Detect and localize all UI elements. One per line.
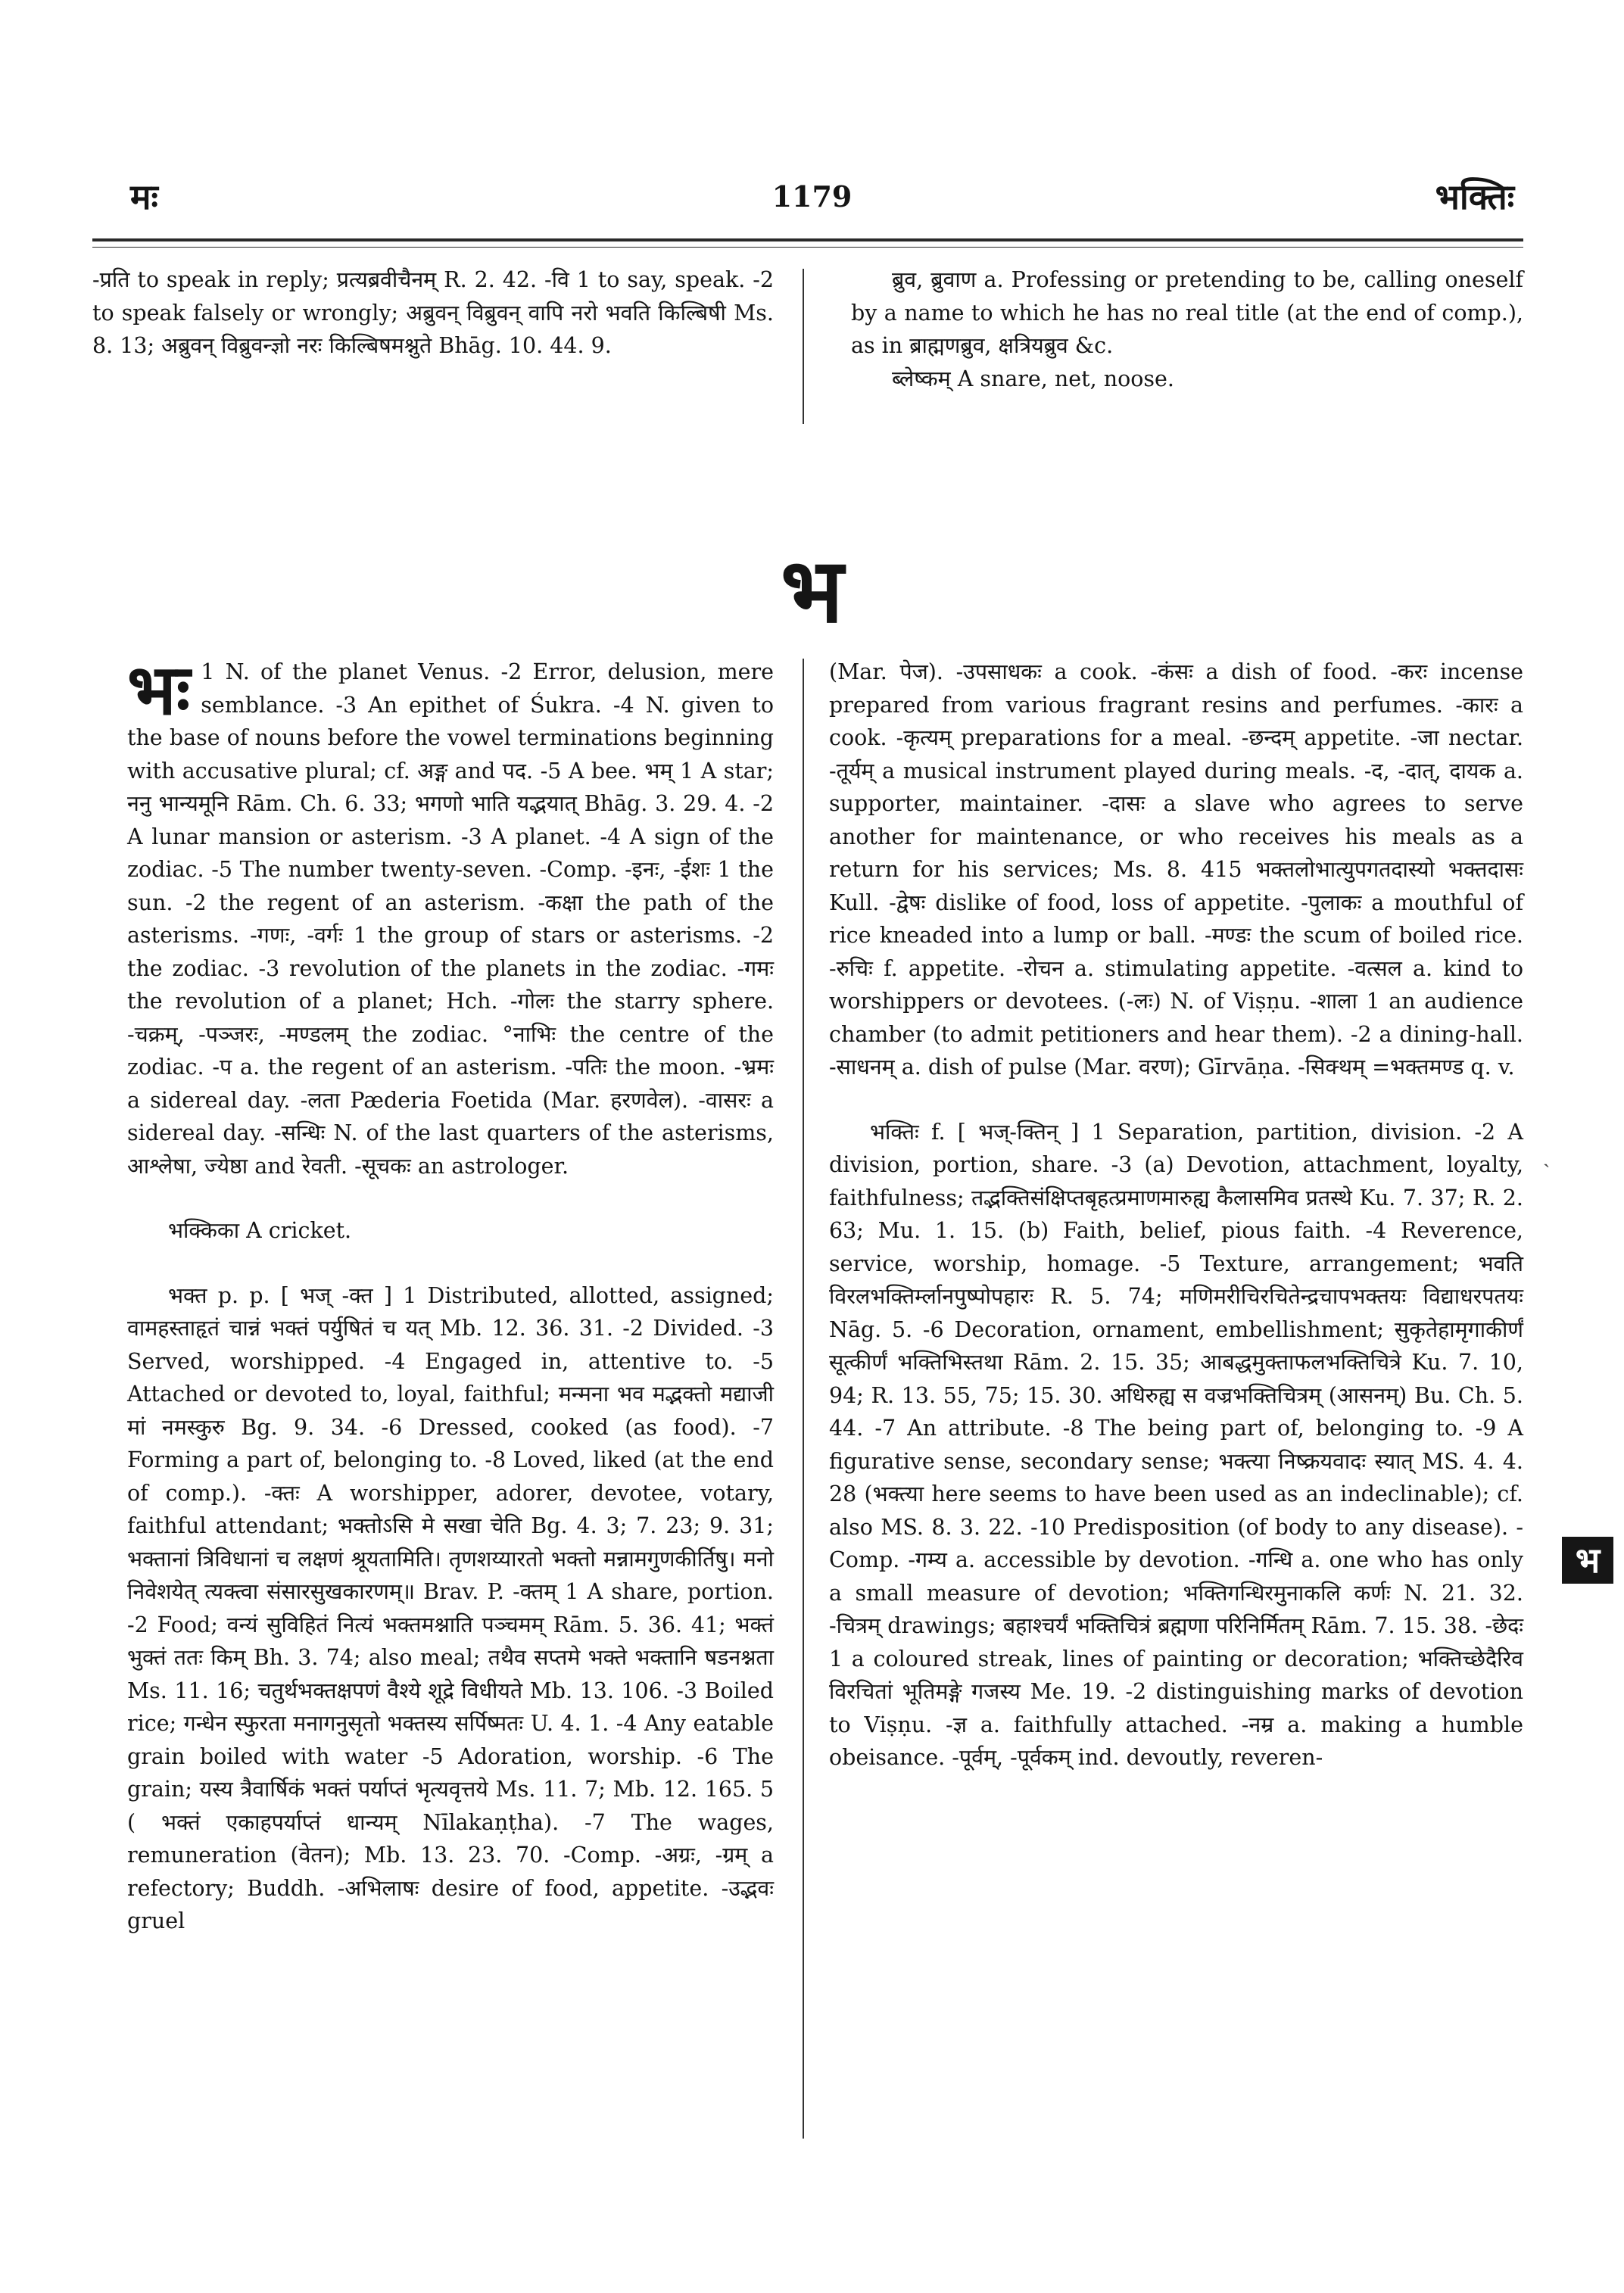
dropcap-letter: भः (127, 649, 191, 731)
main-left-column (127, 649, 774, 1938)
entry-gap (127, 1248, 774, 1279)
column-divider-top (803, 269, 804, 424)
stray-mark: ˏ (1543, 1143, 1551, 1168)
column-divider-main (803, 659, 804, 2139)
thumb-index-tab: भ (1562, 1537, 1613, 1584)
entry-bha (127, 649, 774, 1182)
entry-bleshkam: ब्लेष्कम् A snare, net, noose. (892, 366, 1174, 391)
entry-gap (127, 1182, 774, 1214)
entry-bhakti: भक्तिः f. [ भज्-क्तिन् ] 1 Separation, partition, division. -2 A division, portion, share. -3 (a) Devotion, attachment, loyalty, faithfulness; तद्भक्तिसंक्षिप्तबृहत्प्रमाणमारुह्य कैलासमिव प्रतस्थे Ku. 7. 37; R. 2. 63; Mu. 1. 15. (b) Faith, belief, pious faith. -4 Reverence, service, worship, homage. -5 Texture, arrangement; भवति विरलभक्तिर्म्लानपुष्पोपहारः R. 5. 74; मणिमरीचिरचितेन्द्रचापभक्तयः विद्याधरपतयः Nāg. 5. -6 Decoration, ornament, embellishment; सुकृतेहामृगाकीर्णं सूत्कीर्णं भक्तिभिस्तथा Rām. 2. 15. 35; आबद्धमुक्ताफलभक्तिचित्रे Ku. 7. 10, 94; R. 13. 55, 75; 15. 30. अधिरुह्य स वज्रभक्तिचित्रम् (आसनम्) Bu. Ch. 5. 44. -7 An attribute. -8 The being part of, belonging to. -9 A figurative sense, secondary sense; भक्त्या निष्क्रयवादः स्यात् MS. 4. 4. 28 (भक्त्या here seems to have been used as an indeclinable); cf. also MS. 8. 3. 22. -10 Predisposition (of body to any disease). -Comp. -गम्य a. accessible by devotion. -गन्धि a. one who has only a small measure of devotion; भक्तिगन्धिरमुनाकलि कर्णः N. 21. 32. -चित्रम् drawings; बहाश्चर्यं भक्तिचित्रं ब्रह्मणा परिनिर्मितम् Rām. 7. 15. 38. -छेदः 1 a coloured streak, lines of painting or decoration; भक्तिच्छेदैरिव विरचितां भूतिमङ्गे गजस्य Me. 19. -2 distinguishing marks of devotion to Viṣṇu. -ज्ञ a. faithfully attached. -नम्र a. making a humble obeisance. -पूर्वम्, -पूर्वकम् ind. devoutly, reveren- (829, 1119, 1523, 1770)
entry-bruva: ब्रुव, ब्रुवाण a. Professing or pretending to be, calling oneself by a name to which he has no real title (at the end of comp.), as in ब्राह्मणब्रुव, क्षत्रियब्रुव &c. (851, 267, 1523, 358)
section-letter: भ (781, 537, 843, 643)
entry-continuation: -प्रति to speak in reply; प्रत्यब्रवीचैनम् R. 2. 42. -वि 1 to say, speak. -2 to speak falsely or wrongly; अब्रुवन् विब्रुवन् वापि नरो भवति किल्बिषी Ms. 8. 13; अब्रुवन् विब्रुवन्ज्ञो नरः किल्बिषमश्नुते Bhāg. 10. 44. 9. (92, 267, 774, 358)
entry-bhakkika: भक्किका A cricket. (168, 1218, 352, 1243)
running-head-right: भक्तिः (1435, 176, 1514, 217)
top-left-column (92, 263, 774, 363)
header-rule-thick (92, 238, 1523, 241)
top-right-column (851, 263, 1523, 395)
page-number: 1179 (771, 179, 853, 213)
entry-gap (829, 1084, 1523, 1116)
entry-bha-text: 1 N. of the planet Venus. -2 Error, delusion, mere semblance. -3 An epithet of Śukra. -4 N. given to the base of nouns before the vowel terminations beginning with accusative plural; cf. अङ्ग and पद. -5 A bee. भम् 1 A star; ननु भान्यमूनि Rām. Ch. 6. 33; भगणो भाति यद्भयात् Bhāg. 3. 29. 4. -2 A lunar mansion or asterism. -3 A planet. -4 A sign of the zodiac. -5 The number twenty-seven. -Comp. -इनः, -ईशः 1 the sun. -2 the regent of an asterism. -कक्षा the path of the asterisms. -गणः, -वर्गः 1 the group of stars or asterisms. -2 the zodiac. -3 revolution of the planets in the zodiac. -गमः the revolution of a planet; Hch. -गोलः the starry sphere. -चक्रम्, -पञ्जरः, -मण्डलम् the zodiac. °नाभिः the centre of the zodiac. -प a. the regent of an asterism. -पतिः the moon. -भ्रमः a sidereal day. -लता Pæderia Foetida (Mar. हरणवेल). -वासरः a sidereal day. -सन्धिः N. of the last quarters of the asterisms, आश्लेषा, ज्येष्ठा and रेवती. -सूचकः an astrologer. (127, 659, 774, 1179)
header-rule-thin (92, 247, 1523, 248)
entry-bhakta-continued: (Mar. पेज). -उपसाधकः a cook. -कंसः a dish of food. -करः incense prepared from various fragrant resins and perfumes. -कारः a cook. -कृत्यम् preparations for a meal. -छन्दम् appetite. -जा nectar. -तूर्यम् a musical instrument played during meals. -द, -दात्, दायक a. supporter, maintainer. -दासः a slave who agrees to serve another for maintenance, or who receives his meals as a return for his services; Ms. 8. 415 भक्तलोभात्युपगतदास्यो भक्तदासः Kull. -द्वेषः dislike of food, loss of appetite. -पुलाकः a mouthful of rice kneaded into a lump or ball. -मण्डः the scum of boiled rice. -रुचिः f. appetite. -रोचन a. stimulating appetite. -वत्सल a. kind to worshippers or devotees. (-लः) N. of Viṣṇu. -शाला 1 an audience chamber (to admit petitioners and hear them). -2 a dining-hall. -साधनम् a. dish of pulse (Mar. वरण); Gīrvāṇa. -सिक्थम् =भक्तमण्ड q. v. (829, 659, 1523, 1080)
main-right-column (829, 656, 1523, 1774)
entry-bhakta: भक्त p. p. [ भज् -क्त ] 1 Distributed, allotted, assigned; वामहस्ताहृतं चान्नं भक्तं पर्युषितं च यत् Mb. 12. 36. 31. -2 Divided. -3 Served, worshipped. -4 Engaged in, attentive to. -5 Attached or devoted to, loyal, faithful; मन्मना भव मद्भक्तो मद्याजी मां नमस्कुरु Bg. 9. 34. -6 Dressed, cooked (as food). -7 Forming a part of, belonging to. -8 Loved, liked (at the end of comp.). -क्तः A worshipper, adorer, devotee, votary, faithful attendant; भक्तोऽसि मे सखा चेति Bg. 4. 3; 7. 23; 9. 31; भक्तानां त्रिविधानां च लक्षणं श्रूयतामिति। तृणशय्यारतो भक्तो मन्नामगुणकीर्तिषु। मनो निवेशयेत् त्यक्त्वा संसारसुखकारणम्॥ Brav. P. -क्तम् 1 A share, portion. -2 Food; वन्यं सुविहितं नित्यं भक्तमश्नाति पञ्चमम् Rām. 5. 36. 41; भक्तं भुक्तं ततः किम् Bh. 3. 74; also meal; तथैव सप्तमे भक्ते भक्तानि षडनश्नता Ms. 11. 16; चतुर्थभक्तक्षपणं वैश्ये शूद्रे विधीयते Mb. 13. 106. -3 Boiled rice; गन्धेन स्फुरता मनागनुसृतो भक्तस्य सर्पिष्मतः U. 4. 1. -4 Any eatable grain boiled with water -5 Adoration, worship. -6 The grain; यस्य त्रैवार्षिकं भक्तं पर्याप्तं भृत्यवृत्तये Ms. 11. 7; Mb. 12. 165. 5 ( भक्तं एकाहपर्याप्तं धान्यम् Nīlakaṇṭha). -7 The wages, remuneration (वेतन); Mb. 13. 23. 70. -Comp. -अग्रः, -ग्रम् a refectory; Buddh. -अभिलाषः desire of food, appetite. -उद्भवः gruel (127, 1282, 774, 1933)
running-head-left: मः (130, 176, 158, 217)
